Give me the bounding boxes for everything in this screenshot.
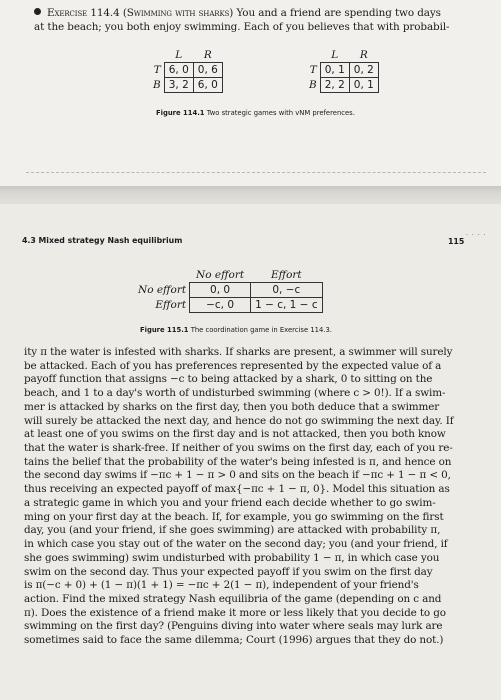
exercise-heading [34, 6, 489, 34]
game-table-2 [305, 48, 379, 93]
page-114-excerpt [0, 0, 501, 186]
bullet-icon [34, 8, 41, 15]
coordination-game-table [134, 268, 323, 313]
body-line: swimming on the first day? (Penguins diving into water where seals may lurk are [24, 620, 443, 633]
payoff-cell: 0, 1 [349, 77, 378, 92]
body-line: that the water is shark-free. If neither of you swims on the first day, each of you re- [24, 442, 453, 455]
exercise-intro-line1: You and a friend are spending two days [236, 7, 441, 19]
body-line: in which case you stay out of the water on the second day; you (and your friend, if [24, 538, 448, 551]
col-label: No effort [196, 268, 245, 281]
payoff-cell: 6, 0 [193, 77, 222, 92]
body-line: thus receiving an expected payoff of max{−πc + 1 − π, 0}. Model this situation as [24, 483, 450, 496]
payoff-cell: −c, 0 [190, 297, 251, 312]
col-label: L [331, 48, 339, 61]
body-line: ming on your first day at the beach. If, for example, you go swimming on the first [24, 510, 444, 523]
figure-label: Figure 115.1 [140, 326, 189, 334]
row-label: Effort [155, 298, 187, 311]
payoff-cell: 2, 2 [320, 77, 349, 92]
row-label: T [309, 63, 317, 76]
figure-text: The coordination game in Exercise 114.3. [190, 326, 332, 334]
body-line: π). Does the existence of a friend make it more or less likely that you decide to go [24, 606, 446, 619]
row-label: T [153, 63, 161, 76]
page-divider [26, 172, 486, 173]
body-paragraph [24, 346, 476, 648]
payoff-cell: 3, 2 [164, 77, 193, 92]
body-line: beach, and 1 to a day's worth of undisturbed swimming (where c > 0!). If a swim- [24, 387, 446, 400]
margin-marks: · · · · [466, 232, 487, 239]
body-line: sometimes said to face the same dilemma; Court (1996) argues that they do not.) [24, 634, 444, 647]
body-line: is π(−c + 0) + (1 − π)(1 + 1) = −πc + 2(1 − π), independent of your friend's [24, 579, 419, 592]
col-label: R [359, 48, 368, 61]
page-gap [0, 186, 501, 204]
col-label: L [175, 48, 183, 61]
body-line: payoff function that assigns −c to being attacked by a shark, 0 to sitting on the [24, 373, 433, 386]
exercise-intro-line2: at the beach; you both enjoy swimming. Each of you believes that with probabil- [34, 21, 450, 33]
section-heading: 4.3 Mixed strategy Nash equilibrium [22, 236, 183, 245]
col-label: R [203, 48, 212, 61]
payoff-cell: 0, 1 [320, 62, 349, 77]
row-label: No effort [138, 283, 187, 296]
body-line: day, you (and your friend, if she goes swimming) are attacked with probability π, [24, 524, 441, 537]
figure-115-caption [140, 326, 332, 334]
body-line: tains the belief that the probability of the water's being infested is π, and hence on [24, 455, 452, 468]
body-line: she goes swimming) swim undisturbed with probability 1 − π, in which case you [24, 551, 440, 564]
figure-text: Two strategic games with vNM preferences. [206, 109, 355, 117]
page-115 [0, 204, 501, 700]
row-label: B [309, 78, 317, 91]
payoff-cell: 0, 6 [193, 62, 222, 77]
row-label: B [153, 78, 161, 91]
body-line: action. Find the mixed strategy Nash equilibria of the game (depending on c and [24, 592, 442, 605]
payoff-cell: 1 − c, 1 − c [251, 297, 323, 312]
body-line: a strategic game in which you and your friend each decide whether to go swim- [24, 496, 436, 509]
payoff-cell: 6, 0 [164, 62, 193, 77]
payoff-cell: 0, 2 [349, 62, 378, 77]
game-table-1 [149, 48, 223, 93]
payoff-cell: 0, 0 [190, 282, 251, 297]
body-line: mer is attacked by sharks on the first day, then you both deduce that a swimmer [24, 400, 440, 413]
body-line: will surely be attacked the next day, and hence do not go swimming the next day. If [24, 414, 454, 427]
body-line: be attacked. Each of you has preferences represented by the expected value of a [24, 359, 442, 372]
payoff-cell: 0, −c [251, 282, 323, 297]
exercise-title: Exercise 114.4 (Swimming with sharks) [47, 7, 234, 19]
col-label: Effort [270, 268, 302, 281]
body-line: ity π the water is infested with sharks. If sharks are present, a swimmer will surely [24, 346, 453, 358]
page-number: 115 [448, 237, 465, 246]
figure-114-caption [156, 109, 355, 117]
body-line: at least one of you swims on the first day and is not attacked, then you both know [24, 428, 446, 441]
body-line: swim on the second day. Thus your expected payoff if you swim on the first day [24, 565, 433, 578]
body-line: the second day swims if −πc + 1 − π > 0 and sits on the beach if −πc + 1 − π < 0, [24, 469, 451, 482]
figure-label: Figure 114.1 [156, 109, 205, 117]
